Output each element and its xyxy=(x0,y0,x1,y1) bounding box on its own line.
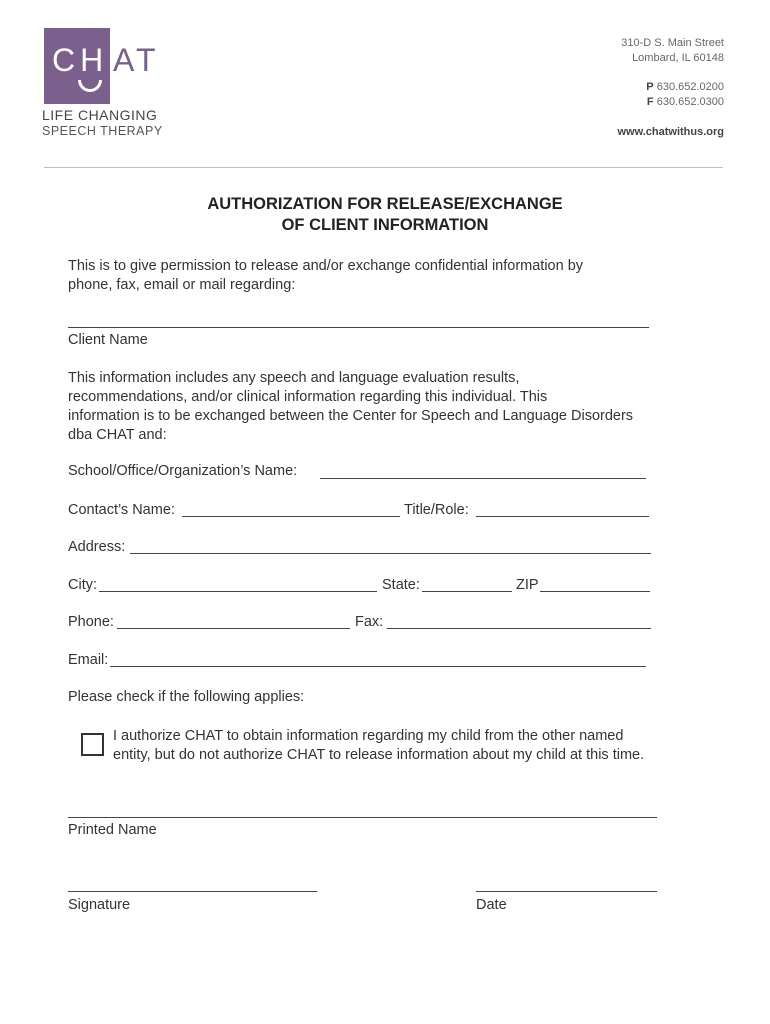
org-name-label: School/Office/Organization’s Name: xyxy=(68,463,298,479)
address-line-1: 310-D S. Main Street xyxy=(621,37,724,49)
header-divider xyxy=(44,167,723,168)
check-prompt: Please check if the following applies: xyxy=(68,689,305,705)
phone-line xyxy=(646,81,724,93)
client-name-label: Client Name xyxy=(68,332,148,348)
intro-line-2: phone, fax, email or mail regarding: xyxy=(68,277,296,293)
logo-ch-text: CH xyxy=(52,42,109,78)
fax-number: 630.652.0300 xyxy=(656,96,724,108)
logo-tagline-1: LIFE CHANGING xyxy=(42,107,158,123)
fax-label: Fax: xyxy=(355,614,384,630)
address-line-2: Lombard, IL 60148 xyxy=(632,52,724,64)
state-field[interactable] xyxy=(422,591,512,592)
authorize-checkbox[interactable] xyxy=(81,733,104,756)
signature-field[interactable] xyxy=(68,891,317,892)
phone-prefix: P xyxy=(646,81,654,93)
form-title-line-2: OF CLIENT INFORMATION xyxy=(281,216,489,234)
phone-label: Phone: xyxy=(68,614,114,630)
date-field[interactable] xyxy=(476,891,657,892)
printed-name-label: Printed Name xyxy=(68,822,157,838)
logo-at-text: AT xyxy=(113,42,160,78)
fax-line xyxy=(647,96,724,108)
phone-number: 630.652.0200 xyxy=(656,81,724,93)
phone-field[interactable] xyxy=(117,628,350,629)
address-label: Address: xyxy=(68,539,126,555)
info-line-1: This information includes any speech and language evaluation results, xyxy=(68,370,520,386)
info-line-3: information is to be exchanged between the Center for Speech and Language Disorders xyxy=(68,408,634,424)
contact-name-label: Contact’s Name: xyxy=(68,502,175,518)
info-line-2: recommendations, and/or clinical information regarding this individual. This xyxy=(68,389,548,405)
title-role-field[interactable] xyxy=(476,516,649,517)
email-label: Email: xyxy=(68,652,109,668)
printed-name-field[interactable] xyxy=(68,817,657,818)
title-role-label: Title/Role: xyxy=(404,502,469,518)
contact-name-field[interactable] xyxy=(182,516,400,517)
checkbox-text-line-2: entity, but do not authorize CHAT to release information about my child at this time. xyxy=(113,747,645,763)
checkbox-text-line-1: I authorize CHAT to obtain information regarding my child from the other named xyxy=(113,728,624,744)
fax-field[interactable] xyxy=(387,628,651,629)
zip-label: ZIP xyxy=(516,577,539,593)
signature-label: Signature xyxy=(68,897,131,913)
zip-field[interactable] xyxy=(540,591,650,592)
org-name-field[interactable] xyxy=(320,478,646,479)
website-link[interactable]: www.chatwithus.org xyxy=(617,126,724,138)
state-label: State: xyxy=(382,577,420,593)
fax-prefix: F xyxy=(646,96,654,108)
city-label: City: xyxy=(68,577,97,593)
info-line-4: dba CHAT and: xyxy=(68,427,167,443)
client-name-field[interactable] xyxy=(68,327,649,328)
intro-line-1: This is to give permission to release and/or exchange confidential information by xyxy=(68,258,584,274)
address-field[interactable] xyxy=(130,553,651,554)
date-label: Date xyxy=(476,897,507,913)
form-title-line-1: AUTHORIZATION FOR RELEASE/EXCHANGE xyxy=(207,195,563,213)
logo-tagline-2: SPEECH THERAPY xyxy=(42,124,163,138)
city-field[interactable] xyxy=(99,591,377,592)
email-field[interactable] xyxy=(110,666,646,667)
